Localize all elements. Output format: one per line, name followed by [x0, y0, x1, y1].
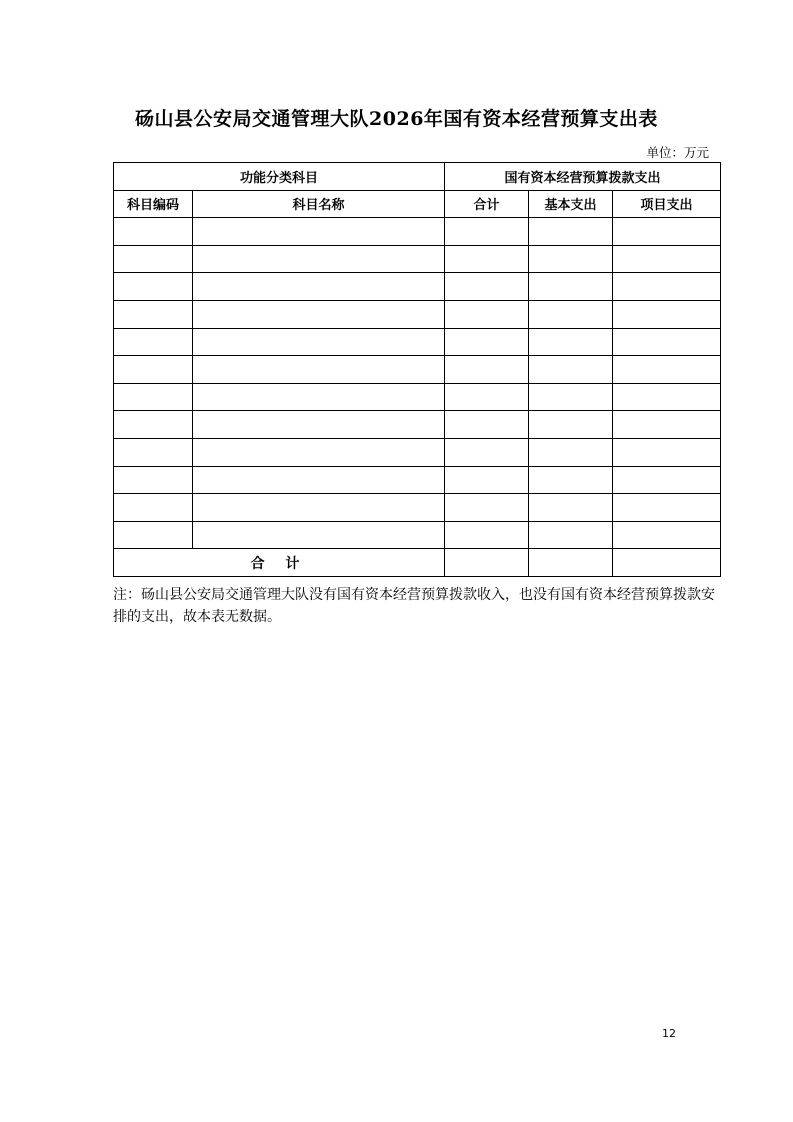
table-cell-basic [529, 328, 613, 356]
table-cell-name [193, 466, 445, 494]
table-cell-basic [529, 356, 613, 384]
total-row-basic [529, 549, 613, 577]
table-cell-total [445, 273, 529, 301]
footnote: 注：砀山县公安局交通管理大队没有国有资本经营预算拨款收入，也没有国有资本经营预算拨款安排的支出，故本表无数据。 [113, 587, 715, 625]
table-cell-name [193, 273, 445, 301]
table-cell-project [613, 328, 721, 356]
document-title: 砀山县公安局交通管理大队2026年国有资本经营预算支出表 [135, 108, 658, 130]
table-row [114, 328, 721, 356]
table-cell-total [445, 356, 529, 384]
table-row [114, 466, 721, 494]
table-cell-name [193, 218, 445, 246]
table-cell-basic [529, 218, 613, 246]
table-cell-basic [529, 411, 613, 439]
unit-label: 单位：万元 [646, 145, 709, 160]
column-header-code: 科目编码 [114, 190, 193, 218]
table-cell-name [193, 411, 445, 439]
group-header-functional: 功能分类科目 [114, 163, 445, 191]
column-header-project: 项目支出 [613, 190, 721, 218]
group-header-row [114, 163, 721, 191]
table-cell-basic [529, 273, 613, 301]
table-cell-project [613, 245, 721, 273]
table-row [114, 521, 721, 549]
table-body [114, 218, 721, 549]
table-cell-basic [529, 245, 613, 273]
page-number: 12 [662, 1027, 676, 1040]
table-cell-total [445, 218, 529, 246]
table-cell-total [445, 521, 529, 549]
table-cell-name [193, 356, 445, 384]
column-header-row [114, 190, 721, 218]
table-row [114, 356, 721, 384]
table-cell-name [193, 383, 445, 411]
table-cell-total [445, 494, 529, 522]
table-cell-total [445, 438, 529, 466]
table-cell-name [193, 328, 445, 356]
group-header-allocation: 国有资本经营预算拨款支出 [445, 163, 721, 191]
table-cell-code [114, 328, 193, 356]
total-row [114, 549, 721, 577]
table-cell-code [114, 300, 193, 328]
table-row [114, 411, 721, 439]
table-cell-name [193, 245, 445, 273]
table-cell-project [613, 466, 721, 494]
table-row [114, 300, 721, 328]
table-cell-project [613, 383, 721, 411]
table-cell-basic [529, 521, 613, 549]
table-cell-code [114, 218, 193, 246]
table-cell-project [613, 494, 721, 522]
table-cell-basic [529, 300, 613, 328]
budget-table [113, 162, 721, 577]
table-row [114, 245, 721, 273]
table-cell-total [445, 466, 529, 494]
table-cell-total [445, 328, 529, 356]
table-cell-project [613, 218, 721, 246]
table-cell-code [114, 494, 193, 522]
table-cell-project [613, 521, 721, 549]
table-row [114, 273, 721, 301]
table-cell-project [613, 411, 721, 439]
table-cell-project [613, 356, 721, 384]
column-header-name: 科目名称 [193, 190, 445, 218]
table-cell-code [114, 356, 193, 384]
total-row-total [445, 549, 529, 577]
table-cell-basic [529, 494, 613, 522]
table-cell-total [445, 245, 529, 273]
table-cell-name [193, 438, 445, 466]
table-row [114, 383, 721, 411]
table-cell-code [114, 438, 193, 466]
table-cell-total [445, 411, 529, 439]
column-header-basic: 基本支出 [529, 190, 613, 218]
table-cell-code [114, 273, 193, 301]
table-cell-name [193, 300, 445, 328]
table-cell-total [445, 300, 529, 328]
total-row-project [613, 549, 721, 577]
table-cell-basic [529, 438, 613, 466]
table-cell-total [445, 383, 529, 411]
table-row [114, 438, 721, 466]
table-cell-project [613, 438, 721, 466]
table-cell-code [114, 383, 193, 411]
table-cell-code [114, 466, 193, 494]
column-header-total: 合计 [445, 190, 529, 218]
table-cell-code [114, 245, 193, 273]
table-cell-basic [529, 383, 613, 411]
table-cell-code [114, 521, 193, 549]
table-row [114, 218, 721, 246]
table-cell-name [193, 494, 445, 522]
table-cell-name [193, 521, 445, 549]
total-label: 合 计 [114, 549, 445, 577]
table-cell-code [114, 411, 193, 439]
table-cell-basic [529, 466, 613, 494]
table-cell-project [613, 273, 721, 301]
table-row [114, 494, 721, 522]
table-cell-project [613, 300, 721, 328]
